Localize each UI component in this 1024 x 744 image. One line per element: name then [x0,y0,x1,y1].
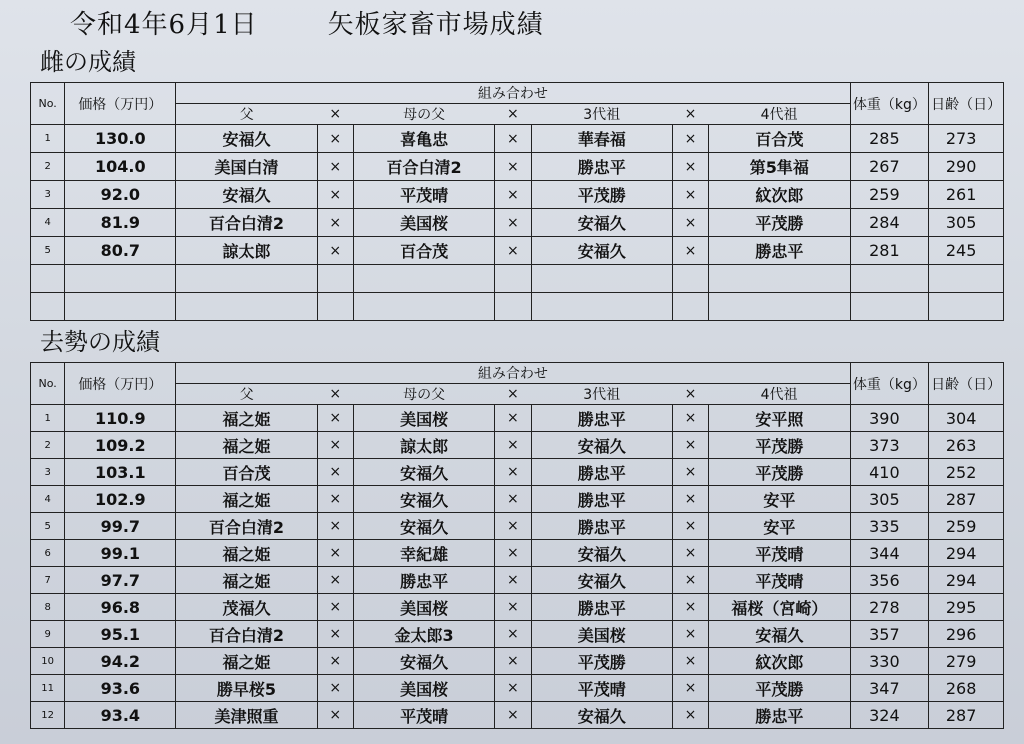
age-cell: 268 [929,675,1004,702]
sire-cell: 福之姫 [176,648,317,675]
third-ancestor-cell: 安福久 [531,209,672,237]
table-row [31,181,1004,209]
header-weight: 体重（kg） [850,363,929,405]
table-row [31,459,1004,486]
fourth-ancestor-cell: 百合茂 [709,125,850,153]
cross-mark: × [672,648,708,675]
cross-mark: × [317,153,353,181]
weight-cell: 330 [850,648,929,675]
cross-mark: × [495,567,531,594]
cross-mark: × [672,675,708,702]
empty-cell [31,293,65,321]
table-row [31,209,1004,237]
row-number: 5 [31,513,65,540]
empty-cell [709,293,850,321]
sire-cell: 勝早桜5 [176,675,317,702]
weight-cell: 305 [850,486,929,513]
header-cross: × [317,104,353,125]
fourth-ancestor-cell: 平茂勝 [709,675,850,702]
sire-cell: 百合茂 [176,459,317,486]
cross-mark: × [672,125,708,153]
cross-mark: × [317,181,353,209]
age-cell: 295 [929,594,1004,621]
fourth-ancestor-cell: 安福久 [709,621,850,648]
cross-mark: × [672,540,708,567]
cross-mark: × [317,513,353,540]
third-ancestor-cell: 勝忠平 [531,459,672,486]
price-cell: 99.1 [65,540,176,567]
header-no: No. [31,363,65,405]
empty-cell [850,293,929,321]
empty-cell [176,265,317,293]
third-ancestor-cell: 安福久 [531,540,672,567]
cross-mark: × [495,405,531,432]
price-cell: 110.9 [65,405,176,432]
fourth-ancestor-cell: 安平 [709,486,850,513]
weight-cell: 278 [850,594,929,621]
age-cell: 245 [929,237,1004,265]
cross-mark: × [672,702,708,729]
cross-mark: × [317,125,353,153]
age-cell: 287 [929,702,1004,729]
price-cell: 93.4 [65,702,176,729]
price-cell: 96.8 [65,594,176,621]
fourth-ancestor-cell: 安平 [709,513,850,540]
cross-mark: × [495,125,531,153]
empty-cell [353,293,494,321]
cross-mark: × [495,621,531,648]
row-number: 4 [31,209,65,237]
empty-cell [31,265,65,293]
dam-sire-cell: 勝忠平 [353,567,494,594]
header-cross: × [672,384,708,405]
table-row [31,594,1004,621]
row-number: 3 [31,459,65,486]
sire-cell: 百合白清2 [176,621,317,648]
age-cell: 259 [929,513,1004,540]
dam-sire-cell: 金太郎3 [353,621,494,648]
row-number: 5 [31,237,65,265]
age-cell: 261 [929,181,1004,209]
header-combination: 組み合わせ [176,363,850,384]
cross-mark: × [317,209,353,237]
sire-cell: 福之姫 [176,540,317,567]
table-row [31,513,1004,540]
weight-cell: 324 [850,702,929,729]
third-ancestor-cell: 勝忠平 [531,594,672,621]
sire-cell: 百合白清2 [176,209,317,237]
fourth-ancestor-cell: 勝忠平 [709,237,850,265]
table-row [31,405,1004,432]
empty-cell [531,293,672,321]
empty-cell [317,293,353,321]
third-ancestor-cell: 勝忠平 [531,513,672,540]
third-ancestor-cell: 安福久 [531,237,672,265]
cross-mark: × [672,432,708,459]
empty-cell [850,265,929,293]
header-cross: × [672,104,708,125]
cross-mark: × [495,513,531,540]
table-row [31,432,1004,459]
sire-cell: 美国白清 [176,153,317,181]
cross-mark: × [672,209,708,237]
cross-mark: × [495,540,531,567]
third-ancestor-cell: 勝忠平 [531,153,672,181]
age-cell: 296 [929,621,1004,648]
table-row [31,540,1004,567]
price-cell: 80.7 [65,237,176,265]
age-cell: 304 [929,405,1004,432]
row-number: 1 [31,405,65,432]
cross-mark: × [317,432,353,459]
age-cell: 294 [929,567,1004,594]
table-row [31,621,1004,648]
third-ancestor-cell: 華春福 [531,125,672,153]
header-cross: × [495,104,531,125]
cross-mark: × [672,621,708,648]
cross-mark: × [317,567,353,594]
dam-sire-cell: 平茂晴 [353,181,494,209]
age-cell: 287 [929,486,1004,513]
weight-cell: 357 [850,621,929,648]
age-cell: 290 [929,153,1004,181]
price-cell: 109.2 [65,432,176,459]
sire-cell: 諒太郎 [176,237,317,265]
empty-cell [929,293,1004,321]
header-third-ancestor: 3代祖 [531,384,672,405]
row-number: 12 [31,702,65,729]
cross-mark: × [317,459,353,486]
age-cell: 305 [929,209,1004,237]
empty-cell [672,293,708,321]
header-sire: 父 [176,104,317,125]
weight-cell: 347 [850,675,929,702]
third-ancestor-cell: 勝忠平 [531,405,672,432]
third-ancestor-cell: 安福久 [531,702,672,729]
cross-mark: × [495,648,531,675]
cross-mark: × [317,648,353,675]
table-row [31,648,1004,675]
header-weight: 体重（kg） [850,83,929,125]
dam-sire-cell: 喜亀忠 [353,125,494,153]
fourth-ancestor-cell: 平茂晴 [709,567,850,594]
table-row [31,567,1004,594]
sire-cell: 福之姫 [176,405,317,432]
steer-section-title: 去勢の成績 [40,328,160,356]
header-fourth-ancestor: 4代祖 [709,104,850,125]
third-ancestor-cell: 安福久 [531,432,672,459]
header-fourth-ancestor: 4代祖 [709,384,850,405]
price-cell: 97.7 [65,567,176,594]
dam-sire-cell: 美国桜 [353,405,494,432]
row-number: 2 [31,432,65,459]
cross-mark: × [672,181,708,209]
cross-mark: × [317,594,353,621]
age-cell: 294 [929,540,1004,567]
empty-cell [353,265,494,293]
sire-cell: 美津照重 [176,702,317,729]
price-cell: 99.7 [65,513,176,540]
cross-mark: × [495,486,531,513]
cross-mark: × [672,486,708,513]
cross-mark: × [317,702,353,729]
empty-cell [176,293,317,321]
weight-cell: 373 [850,432,929,459]
fourth-ancestor-cell: 紋次郎 [709,648,850,675]
dam-sire-cell: 安福久 [353,648,494,675]
cross-mark: × [672,567,708,594]
header-age: 日齢（日） [929,363,1004,405]
price-cell: 94.2 [65,648,176,675]
table-row [31,237,1004,265]
header-sire: 父 [176,384,317,405]
sire-cell: 茂福久 [176,594,317,621]
header-combination: 組み合わせ [176,83,850,104]
empty-cell [929,265,1004,293]
cross-mark: × [495,702,531,729]
empty-cell [65,265,176,293]
third-ancestor-cell: 平茂勝 [531,648,672,675]
third-ancestor-cell: 平茂晴 [531,675,672,702]
cross-mark: × [317,405,353,432]
empty-cell [317,265,353,293]
weight-cell: 285 [850,125,929,153]
page-title [70,4,544,40]
age-cell: 279 [929,648,1004,675]
row-number: 9 [31,621,65,648]
cross-mark: × [495,675,531,702]
dam-sire-cell: 百合白清2 [353,153,494,181]
header-price: 価格（万円） [65,83,176,125]
third-ancestor-cell: 平茂勝 [531,181,672,209]
cross-mark: × [495,594,531,621]
header-cross: × [317,384,353,405]
cross-mark: × [317,540,353,567]
weight-cell: 356 [850,567,929,594]
cross-mark: × [495,209,531,237]
cross-mark: × [317,675,353,702]
age-cell: 252 [929,459,1004,486]
sire-cell: 安福久 [176,181,317,209]
header-age: 日齢（日） [929,83,1004,125]
cross-mark: × [672,594,708,621]
header-no: No. [31,83,65,125]
cross-mark: × [672,153,708,181]
age-cell: 263 [929,432,1004,459]
table-row [31,153,1004,181]
price-cell: 81.9 [65,209,176,237]
fourth-ancestor-cell: 平茂勝 [709,209,850,237]
dam-sire-cell: 百合茂 [353,237,494,265]
row-number: 6 [31,540,65,567]
sire-cell: 福之姫 [176,432,317,459]
heifer-section-title: 雌の成績 [40,48,136,76]
weight-cell: 390 [850,405,929,432]
row-number: 4 [31,486,65,513]
price-cell: 93.6 [65,675,176,702]
header-dam-sire: 母の父 [353,104,494,125]
empty-cell [495,265,531,293]
third-ancestor-cell: 美国桜 [531,621,672,648]
dam-sire-cell: 安福久 [353,459,494,486]
age-cell: 273 [929,125,1004,153]
dam-sire-cell: 美国桜 [353,675,494,702]
cross-mark: × [495,459,531,486]
dam-sire-cell: 美国桜 [353,209,494,237]
sire-cell: 安福久 [176,125,317,153]
table-row [31,675,1004,702]
header-third-ancestor: 3代祖 [531,104,672,125]
cross-mark: × [317,486,353,513]
weight-cell: 284 [850,209,929,237]
third-ancestor-cell: 勝忠平 [531,486,672,513]
dam-sire-cell: 美国桜 [353,594,494,621]
fourth-ancestor-cell: 安平照 [709,405,850,432]
header-price: 価格（万円） [65,363,176,405]
weight-cell: 335 [850,513,929,540]
dam-sire-cell: 安福久 [353,486,494,513]
dam-sire-cell: 諒太郎 [353,432,494,459]
title-date: 令和4年6月1日 [70,10,258,40]
cross-mark: × [495,153,531,181]
dam-sire-cell: 平茂晴 [353,702,494,729]
row-number: 10 [31,648,65,675]
empty-cell [531,265,672,293]
cross-mark: × [495,181,531,209]
row-number: 3 [31,181,65,209]
cross-mark: × [672,237,708,265]
sire-cell: 百合白清2 [176,513,317,540]
table-row [31,125,1004,153]
third-ancestor-cell: 安福久 [531,567,672,594]
price-cell: 95.1 [65,621,176,648]
cross-mark: × [317,237,353,265]
title-market: 矢板家畜市場成績 [327,10,544,40]
header-dam-sire: 母の父 [353,384,494,405]
steer-results-table [30,362,1004,729]
empty-row [31,265,1004,293]
price-cell: 92.0 [65,181,176,209]
header-cross: × [495,384,531,405]
heifer-results-table [30,82,1004,321]
empty-cell [672,265,708,293]
weight-cell: 267 [850,153,929,181]
row-number: 11 [31,675,65,702]
row-number: 7 [31,567,65,594]
price-cell: 103.1 [65,459,176,486]
fourth-ancestor-cell: 福桜（宮崎） [709,594,850,621]
price-cell: 104.0 [65,153,176,181]
price-cell: 102.9 [65,486,176,513]
empty-cell [495,293,531,321]
dam-sire-cell: 安福久 [353,513,494,540]
cross-mark: × [495,237,531,265]
fourth-ancestor-cell: 平茂晴 [709,540,850,567]
cross-mark: × [495,432,531,459]
cross-mark: × [672,513,708,540]
weight-cell: 344 [850,540,929,567]
fourth-ancestor-cell: 紋次郎 [709,181,850,209]
cross-mark: × [672,405,708,432]
fourth-ancestor-cell: 第5隼福 [709,153,850,181]
weight-cell: 281 [850,237,929,265]
empty-cell [709,265,850,293]
cross-mark: × [317,621,353,648]
cross-mark: × [672,459,708,486]
table-row [31,702,1004,729]
dam-sire-cell: 幸紀雄 [353,540,494,567]
row-number: 1 [31,125,65,153]
empty-cell [65,293,176,321]
empty-row [31,293,1004,321]
sire-cell: 福之姫 [176,567,317,594]
fourth-ancestor-cell: 平茂勝 [709,432,850,459]
fourth-ancestor-cell: 勝忠平 [709,702,850,729]
table-row [31,486,1004,513]
weight-cell: 259 [850,181,929,209]
fourth-ancestor-cell: 平茂勝 [709,459,850,486]
weight-cell: 410 [850,459,929,486]
sire-cell: 福之姫 [176,486,317,513]
row-number: 2 [31,153,65,181]
price-cell: 130.0 [65,125,176,153]
row-number: 8 [31,594,65,621]
